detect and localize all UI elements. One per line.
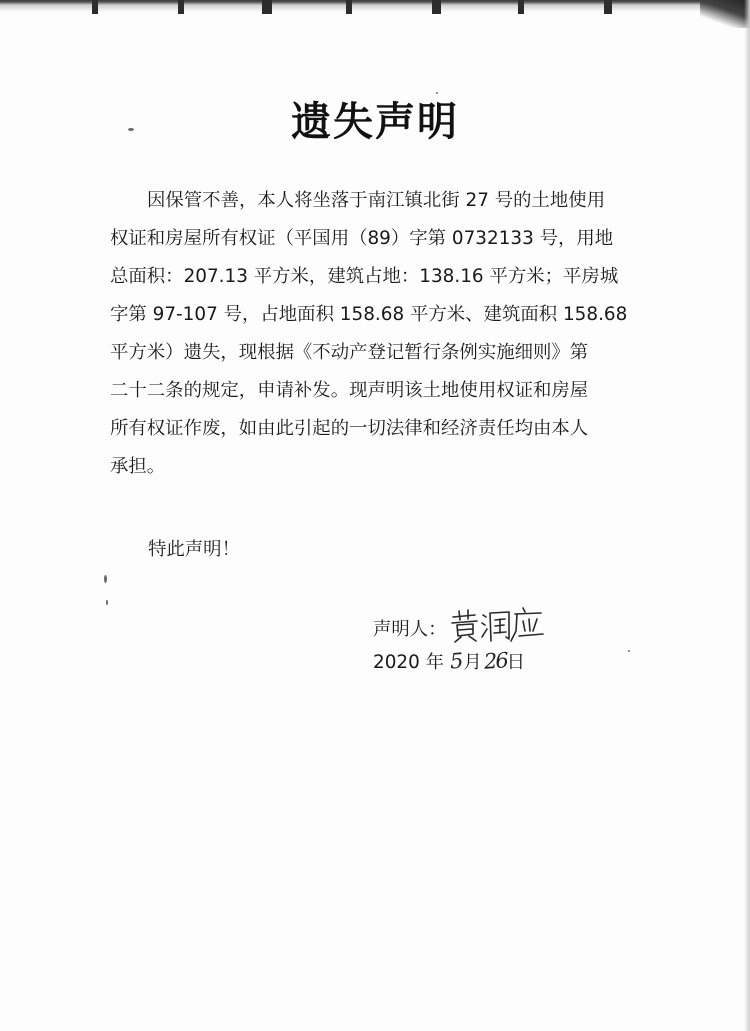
body-line: 权证和房屋所有权证（平国用（89）字第 0732133 号，用地 xyxy=(110,228,614,249)
scan-mark xyxy=(92,0,98,14)
declarant-line xyxy=(373,605,545,650)
body-line: 所有权证作废，如由此引起的一切法律和经济责任均由本人 xyxy=(110,418,589,439)
handwritten-signature xyxy=(449,605,545,650)
declaration-body xyxy=(110,182,635,486)
scan-corner-fold xyxy=(700,0,750,28)
document-title: 遗失声明 xyxy=(291,99,459,145)
declarant-label: 声明人： xyxy=(373,618,447,640)
scan-mark xyxy=(518,0,524,14)
scan-mark xyxy=(178,0,184,14)
scan-mark xyxy=(262,0,272,14)
dust-speck xyxy=(104,575,107,583)
body-line: 因保管不善，本人将坐落于南江镇北街 27 号的土地使用 xyxy=(147,190,606,211)
scan-edge-top xyxy=(0,0,750,12)
body-line: 平方米）遗失，现根据《不动产登记暂行条例实施细则》第 xyxy=(110,342,589,363)
body-line: 字第 97-107 号，占地面积 158.68 平方米、建筑面积 158.68 xyxy=(110,304,628,325)
dust-speck xyxy=(106,600,108,605)
date-year: 2020 年 xyxy=(373,652,445,673)
scan-mark xyxy=(432,0,441,14)
scan-edge-right xyxy=(744,0,750,1031)
dust-speck xyxy=(628,650,630,652)
scan-mark xyxy=(604,0,612,14)
date-day-label: 日 xyxy=(506,652,525,673)
body-line: 总面积：207.13 平方米，建筑占地：138.16 平方米；平房城 xyxy=(110,266,619,287)
body-line: 二十二条的规定，申请补发。现声明该土地使用权证和房屋 xyxy=(110,380,589,401)
declaration-date xyxy=(373,648,525,674)
body-line: 承担。 xyxy=(110,456,166,477)
date-month-label: 月 xyxy=(463,652,482,673)
handwritten-day: 26 xyxy=(483,648,508,674)
handwritten-month: 5 xyxy=(449,648,465,674)
scan-mark xyxy=(346,0,352,14)
closing-statement: 特此声明！ xyxy=(148,539,240,560)
